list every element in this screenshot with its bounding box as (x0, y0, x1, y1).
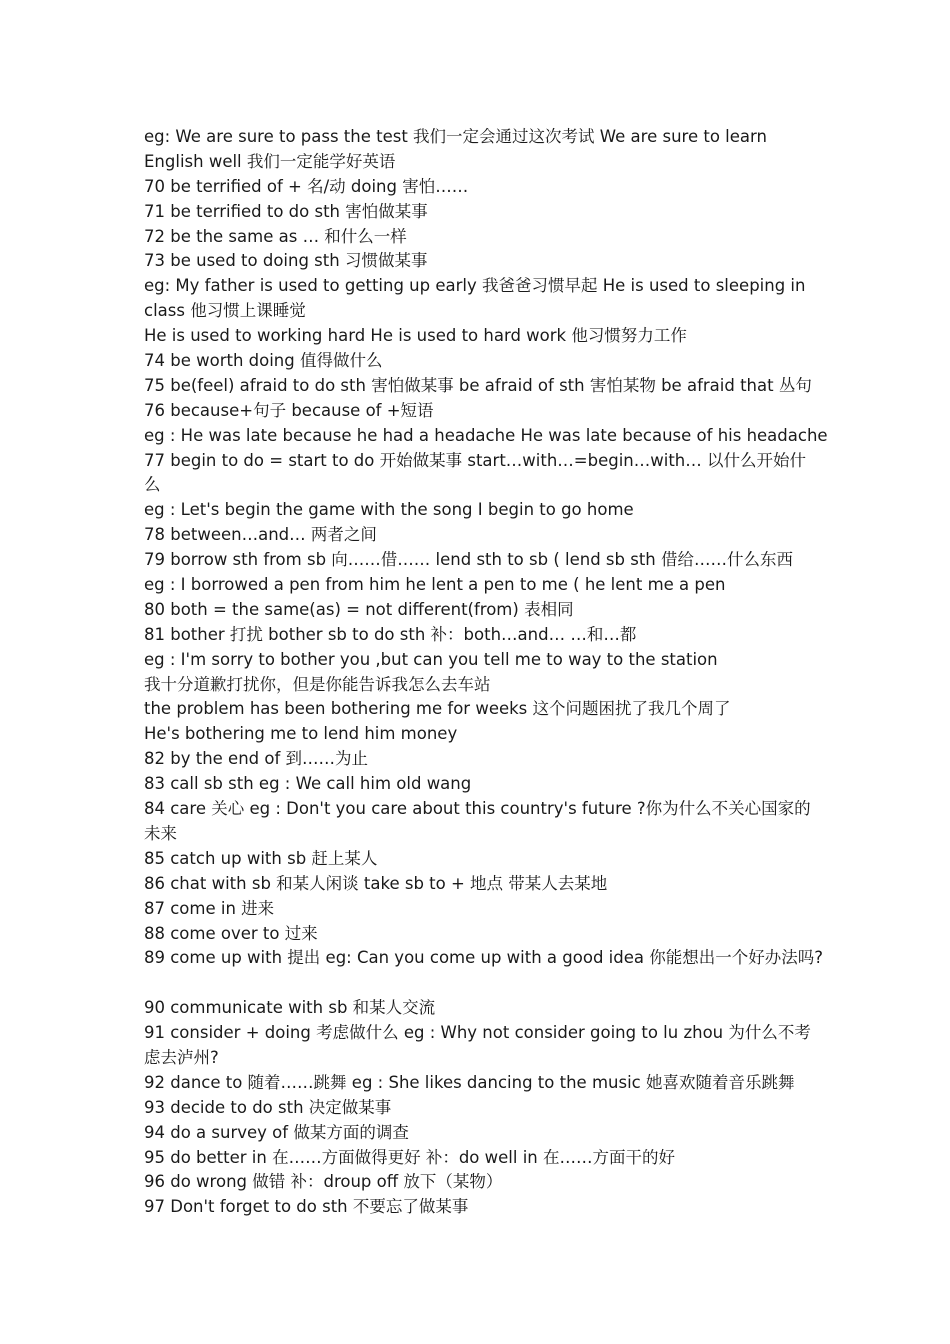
text-line: 87 come in 进来 (144, 898, 275, 918)
text-line: the problem has been bothering me for weeks 这个问题困扰了我几个周了 (144, 699, 731, 719)
text-line: 84 care 关心 eg : Don't you care about this country's future ?你为什么不关心国家的 (144, 799, 811, 819)
text-line: 86 chat with sb 和某人闲谈 take sb to + 地点 带某人去某地 (144, 873, 608, 893)
text-line: 97 Don't forget to do sth 不要忘了做某事 (144, 1197, 469, 1217)
text-line: 75 be(feel) afraid to do sth 害怕做某事 be afraid of sth 害怕某物 be afraid that 丛句 (144, 375, 812, 395)
text-line: 82 by the end of 到……为止 (144, 749, 369, 769)
text-line: 92 dance to 随着……跳舞 eg : She likes dancing to the music 她喜欢随着音乐跳舞 (144, 1072, 795, 1092)
text-line: class 他习惯上课睡觉 (144, 301, 306, 321)
text-line: 89 come up with 提出 eg: Can you come up with a good idea 你能想出一个好办法吗? (144, 948, 823, 968)
text-line: eg: We are sure to pass the test 我们一定会通过这次考试 We are sure to learn (144, 127, 767, 146)
blank-line (144, 971, 824, 996)
text-line: 77 begin to do = start to do 开始做某事 start…with…=begin…with… 以什么开始什 (144, 450, 807, 470)
text-line: 81 bother 打扰 bother sb to do sth 补：both…and… …和…都 (144, 624, 637, 644)
text-line: 85 catch up with sb 赶上某人 (144, 848, 378, 868)
text-line: 80 both = the same(as) = not different(from) 表相同 (144, 599, 574, 619)
text-line: eg : I borrowed a pen from him he lent a pen to me ( he lent me a pen (144, 575, 726, 595)
text-line: 90 communicate with sb 和某人交流 (144, 998, 436, 1018)
text-line: 91 consider + doing 考虑做什么 eg : Why not consider going to lu zhou 为什么不考 (144, 1023, 811, 1043)
text-line: 74 be worth doing 值得做什么 (144, 351, 383, 371)
text-line: 未来 (144, 823, 177, 843)
text-line: 73 be used to doing sth 习惯做某事 (144, 251, 428, 271)
text-line: 虑去泸州? (144, 1047, 219, 1067)
text-line: 93 decide to do sth 决定做某事 (144, 1097, 392, 1117)
text-line: He is used to working hard He is used to hard work 他习惯努力工作 (144, 326, 687, 346)
text-line: 88 come over to 过来 (144, 923, 318, 943)
text-line: 83 call sb sth eg : We call him old wang (144, 774, 472, 794)
text-line: 96 do wrong 做错 补：droup off 放下（某物） (144, 1172, 503, 1192)
text-line: 76 because+句子 because of +短语 (144, 400, 434, 420)
text-line: 72 be the same as … 和什么一样 (144, 226, 407, 246)
text-line: 71 be terrified to do sth 害怕做某事 (144, 201, 428, 221)
text-line: eg : Let's begin the game with the song I begin to go home (144, 500, 634, 520)
text-line: He's bothering me to lend him money (144, 724, 458, 744)
text-line: 94 do a survey of 做某方面的调查 (144, 1122, 409, 1142)
text-line: 我十分道歉打扰你，但是你能告诉我怎么去车站 (144, 674, 491, 694)
text-line: eg : He was late because he had a headache He was late because of his headache (144, 425, 828, 445)
text-line: 70 be terrified of + 名/动 doing 害怕…… (144, 176, 469, 196)
text-line: 79 borrow sth from sb 向……借…… lend sth to sb ( lend sb sth 借给……什么东西 (144, 550, 794, 570)
text-line: eg : I'm sorry to bother you ,but can you tell me to way to the station (144, 649, 718, 669)
text-line: 78 between…and… 两者之间 (144, 525, 377, 545)
text-line: eg: My father is used to getting up early 我爸爸习惯早起 He is used to sleeping in (144, 276, 806, 296)
document-text (144, 125, 828, 1220)
text-line: 么 (144, 475, 161, 495)
text-line: English well 我们一定能学好英语 (144, 151, 396, 171)
text-line: 95 do better in 在……方面做得更好 补：do well in 在……方面干的好 (144, 1147, 675, 1167)
